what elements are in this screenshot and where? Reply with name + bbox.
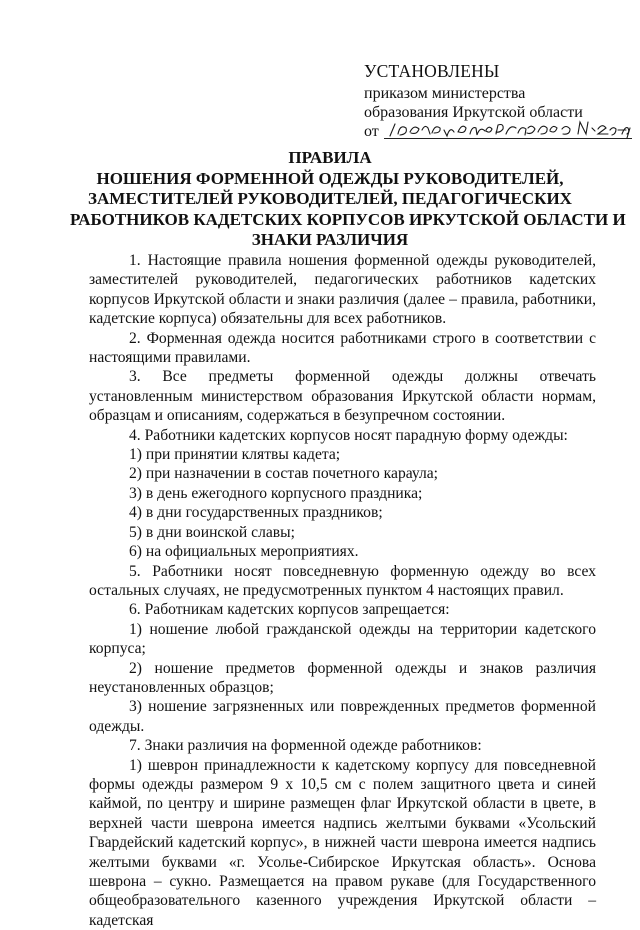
paragraph-2: 2. Форменная одежда носится работниками строго в соответствии с настоящими правилами. — [89, 329, 596, 367]
title-line-2: НОШЕНИЯ ФОРМЕННОЙ ОДЕЖДЫ РУКОВОДИТЕЛЕЙ, — [96, 168, 564, 188]
paragraph-7: 7. Знаки различия на форменной одежде работников: — [129, 737, 482, 755]
list-item: 1) ношение любой гражданской одежды на территории кадетского корпуса; — [89, 620, 596, 658]
paragraph-4: 4. Работники кадетских корпусов носят парадную форму одежды: — [129, 426, 568, 444]
list-item: 1) шеврон принадлежности к кадетскому корпусу для повседневной формы одежды размером 9 х 10,5 см с полем защитного цвета и синей каймой, по центру и ширине размещен флаг Иркутской области в цвете, в верхней части шеврона имеется надпись желтыми буквами «Усольский Гвардейский кадетский корпус», в нижней части шеврона имеется надпись желтыми буквами «г. Усолье-Сибирское Иркутская область». Основа шеврона – сукно. Размещается на правом рукаве (для Государственного общеобразовательного казенного учреждения Иркутской области – кадетская — [89, 756, 596, 929]
approval-date-row — [364, 122, 634, 143]
title-line-4: РАБОТНИКОВ КАДЕТСКИХ КОРПУСОВ ИРКУТСКОЙ ОБЛАСТИ И — [70, 209, 626, 229]
title-line-3: ЗАМЕСТИТЕЛЕЙ РУКОВОДИТЕЛЕЙ, ПЕДАГОГИЧЕСКИХ — [88, 189, 572, 208]
list-item: 3) ношение загрязненных или поврежденных предметов форменной одежды. — [89, 698, 596, 735]
document-title — [70, 148, 626, 251]
paragraph-5: 5. Работники носят повседневную форменную одежду во всех остальных случаях, не предусмотренных пунктом 4 настоящих правил. — [89, 562, 596, 599]
paragraph-6: 6. Работникам кадетских корпусов запрещается: — [129, 601, 450, 619]
approval-line-1: приказом министерства — [364, 85, 526, 102]
handwritten-date-signature — [386, 116, 636, 142]
list-item: 2) ношение предметов форменной одежды и знаков различия неустановленных образцов; — [89, 659, 596, 696]
approval-stamp — [364, 60, 634, 143]
approval-line-2: образования Иркутской области — [364, 104, 583, 121]
list-item: 2) при назначении в состав почетного караула; — [129, 465, 439, 483]
document-body — [89, 251, 596, 930]
list-item: 1) при принятии клятвы кадета; — [129, 446, 341, 464]
list-item: 6) на официальных мероприятиях. — [129, 543, 359, 561]
title-line-1: ПРАВИЛА — [288, 148, 372, 167]
approval-heading: УСТАНОВЛЕНЫ — [364, 61, 500, 81]
list-item: 4) в дни государственных праздников; — [129, 504, 383, 522]
paragraph-3: 3. Все предметы форменной одежды должны отвечать установленным министерством образования Иркутской области нормам, образцам и описаниям, содержаться в безупречном состоянии. — [89, 368, 596, 425]
approval-from-label: от — [364, 123, 379, 140]
paragraph-1: 1. Настоящие правила ношения форменной одежды руководителей, заместителей руководителей, педагогических работников кадетских корпусов Иркутской области и знаки различия (далее – правила, работники, кадетские корпуса) обязательны для всех работников. — [89, 252, 596, 328]
list-item: 3) в день ежегодного корпусного праздника; — [129, 484, 423, 502]
title-line-5: ЗНАКИ РАЗЛИЧИЯ — [251, 230, 409, 249]
list-item: 5) в дни воинской славы; — [129, 523, 295, 541]
